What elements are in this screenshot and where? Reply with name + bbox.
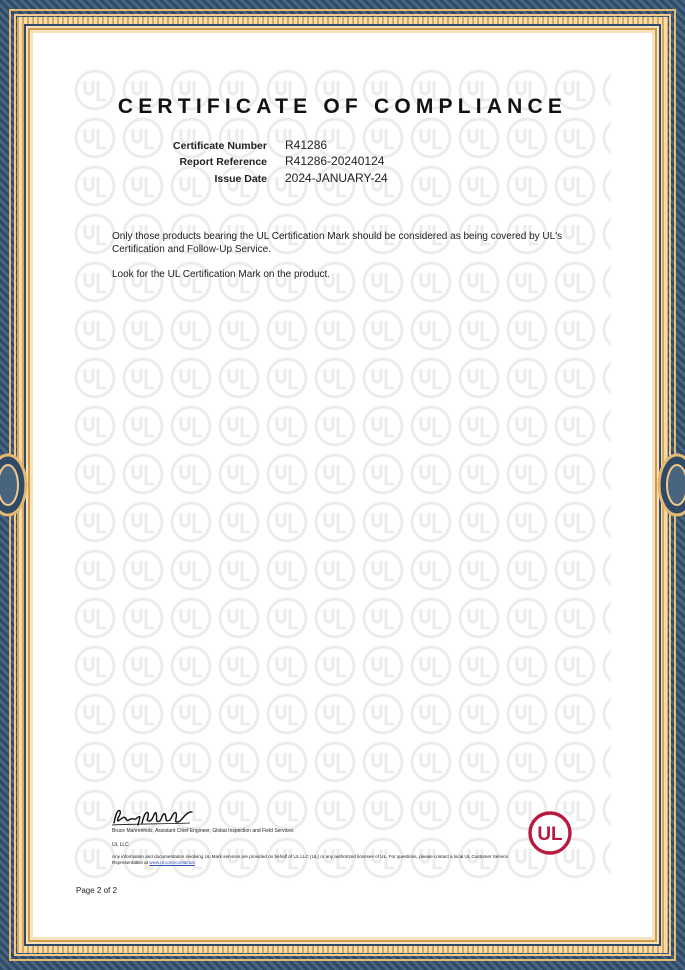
signature [110, 805, 200, 829]
info-row-issue-date [0, 171, 685, 187]
signatory-organization: UL LLC [112, 842, 129, 848]
certificate-number-value: R41286 [285, 138, 328, 152]
report-reference-value: R41286-20240124 [285, 154, 385, 168]
info-row-report-reference [0, 154, 685, 170]
contact-us-link[interactable]: www.ul.com/contactus [149, 860, 195, 865]
border-medallion-left [0, 450, 34, 520]
look-for-mark-paragraph: Look for the UL Certification Mark on the product. [112, 269, 331, 280]
ul-logo [527, 810, 573, 856]
ul-logo-text: UL [537, 824, 563, 845]
disclaimer-text: Any information and documentation involving UL Mark services are provided on behalf of UL LLC (UL) or any authorized licensee of UL. For questions, please contact a local UL Customer Service Representative at [112, 854, 509, 865]
report-reference-label: Report Reference [179, 156, 267, 168]
certificate-title: CERTIFICATE OF COMPLIANCE [117, 95, 568, 118]
info-row-certificate-number [0, 138, 685, 154]
issue-date-label: Issue Date [214, 173, 267, 185]
issue-date-value: 2024-JANUARY-24 [285, 171, 388, 185]
page-number: Page 2 of 2 [76, 886, 117, 895]
signatory-name-title: Bruce Mahrenholz, Assistant Chief Engineer, Global Inspection and Field Services [112, 828, 294, 834]
coverage-paragraph: Only those products bearing the UL Certification Mark should be considered as being covered by UL's Certification and Follow-Up Service. [112, 231, 563, 255]
disclaimer [112, 854, 512, 866]
border-medallion-right [651, 450, 685, 520]
certificate-number-label: Certificate Number [173, 140, 267, 152]
